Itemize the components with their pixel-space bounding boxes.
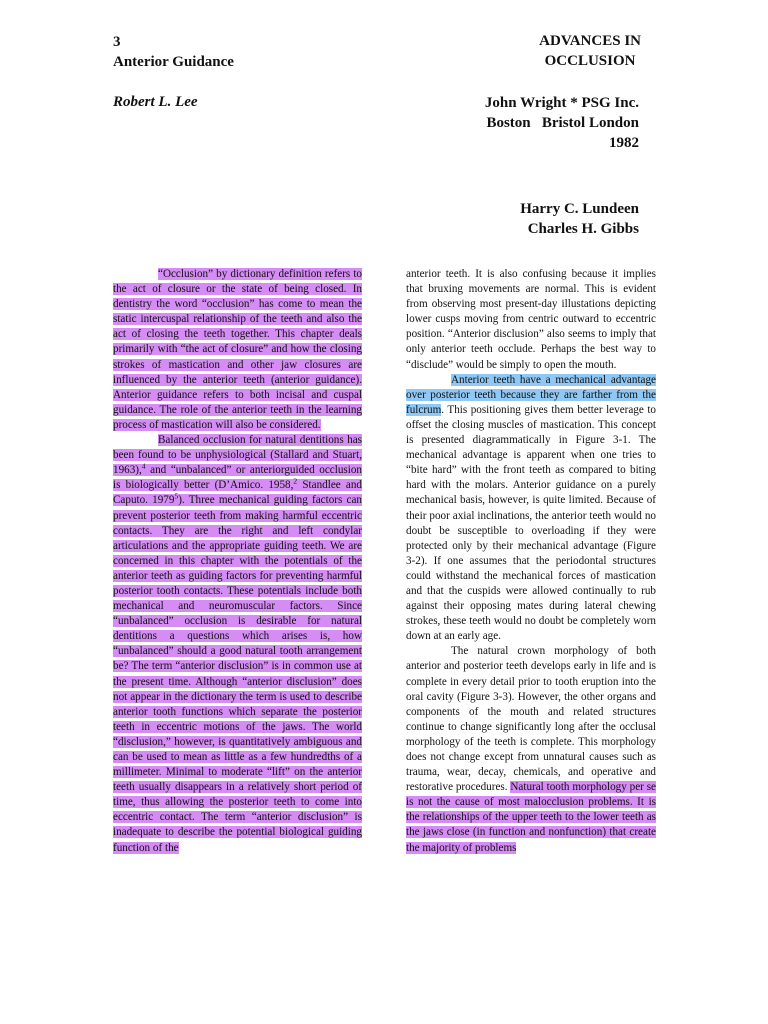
editor-1: Harry C. Lundeen bbox=[520, 201, 639, 217]
paragraph bbox=[113, 267, 362, 433]
text-run: ). Three mechanical guiding factors can prevent posterior teeth from making harmful eccentric contacts. They are the right and left condylar articulations and the appropriate guiding teeth. We are concerned in this chapter with the potentials of the anterior teeth as guiding factors for preventing harmful posterior tooth contacts. These potentials include both mechanical and neuromuscular factors. Since “unbalanced” occlusion is desirable for natural dentitions a questions which arises is, how “unbalanced” should a good natural tooth arrangement be? The term “anterior disclusion” is in common use at the present time. Although “anterior disclusion” does not appear in the dictionary the term is used to describe anterior tooth functions which separate the posterior teeth in eccentric motions of the jaws. The world “disclusion,” however, is quantitatively ambiguous and can be used to mean as little as a few hundredths of a millimeter. Minimal to moderate “lift” on the anterior teeth usually disappears in a relatively short period of time, thus allowing the posterior teeth to come into eccentric contact. The term “anterior disclusion” is inadequate to describe the potential biological guiding function of the bbox=[113, 494, 362, 854]
publication-year: 1982 bbox=[609, 135, 639, 151]
text-run: Standlee and Caputo. 1979 bbox=[113, 479, 362, 507]
book-title bbox=[539, 31, 641, 71]
book-title-line-2: OCCLUSION bbox=[544, 53, 636, 69]
book-title-line-1: ADVANCES IN bbox=[539, 33, 641, 49]
citation-superscript: 5 bbox=[174, 491, 179, 501]
text-run: and “unbalanced” or anteriorguided occlusion is biologically better (D’Amico. 1958, bbox=[113, 464, 362, 492]
paragraph bbox=[406, 373, 656, 645]
chapter-author: Robert L. Lee bbox=[113, 94, 198, 110]
paragraph: anterior teeth. It is also confusing because it implies that bruxing movements are normal. This is evident from observing most present-day illustations depicting lower cusps moving from centric outward to eccentric position. “Anterior disclusion” also seems to imply that only anterior teeth occlude. Perhaps the best way to “disclude” would be simply to open the mouth. bbox=[406, 268, 656, 371]
publisher-name: John Wright * PSG Inc. bbox=[484, 95, 639, 111]
paragraph bbox=[406, 644, 656, 855]
chapter-number: 3 bbox=[113, 34, 121, 50]
right-text-column bbox=[406, 267, 656, 856]
highlighted-text[interactable] bbox=[113, 434, 362, 854]
publisher-cities: Boston Bristol London bbox=[486, 115, 639, 131]
editor-2: Charles H. Gibbs bbox=[527, 221, 639, 237]
text-run: . This positioning gives them better leverage to offset the closing muscles of mastication. This concept is presented diagrammatically in Figure 3-1. The mechanical advantage is apparent when one tries to “bite hard” with the front teeth as compared to biting hard with the molars. Anterior guidance on a purely mechanical basis, however, is quite limited. Because of their poor axial inclinations, the anterior teeth would no doubt be susceptible to overloading if they were protected only by their mechanical advantage (Figure 3-2). If one assumes that the periodontal structures could withstand the mechanical forces of mastication and that the cuspids were allowed continually to rub against their opposing mates during lateral chewing strokes, these teeth would no doubt be completely worn down at an early age. bbox=[406, 403, 656, 643]
text-run: Balanced occlusion for natural dentitions has been found to be unphysiological (Stallard and Stuart, 1963), bbox=[113, 434, 362, 477]
left-text-column bbox=[113, 267, 362, 856]
chapter-title: Anterior Guidance bbox=[113, 54, 234, 70]
editors-block bbox=[520, 199, 639, 239]
highlighted-text[interactable]: Natural tooth morphology per se is not the cause of most malocclusion problems. It is the relationships of the upper teeth to the lower teeth as the jaws close (in function and nonfunction) that create the majority of problems bbox=[406, 781, 656, 854]
paragraph bbox=[113, 433, 362, 856]
publisher-block bbox=[485, 93, 639, 153]
highlighted-text-blue[interactable]: Anterior teeth have a mechanical advantage over posterior teeth because they are farther from the fulcrum bbox=[406, 373, 656, 416]
citation-superscript: 2 bbox=[293, 476, 298, 486]
citation-superscript: 4 bbox=[141, 461, 146, 471]
text-run: The natural crown morphology of both anterior and posterior teeth develops early in life and is complete in every detail prior to tooth eruption into the oral cavity (Figure 3-3). However, the other organs and components of the mouth and related structures continue to change significantly long after the occlusal morphology of the teeth is complete. This morphology does not change except from unnatural causes such as trauma, wear, decay, chemicals, and operative and restorative procedures. bbox=[406, 645, 656, 794]
highlighted-text[interactable]: “Occlusion” by dictionary definition refers to the act of closure or the state of being closed. In dentistry the word “occlusion” has come to mean the static intercuspal relationship of the teeth and also the act of closing the teeth together. This chapter deals primarily with “the act of closure” and how the closing strokes of mastication and other jaw closures are influenced by the anterior teeth (anterior guidance). Anterior guidance refers to both incisal and cuspal guidance. The role of the anterior teeth in the learning process of mastication will also be considered. bbox=[113, 268, 362, 431]
